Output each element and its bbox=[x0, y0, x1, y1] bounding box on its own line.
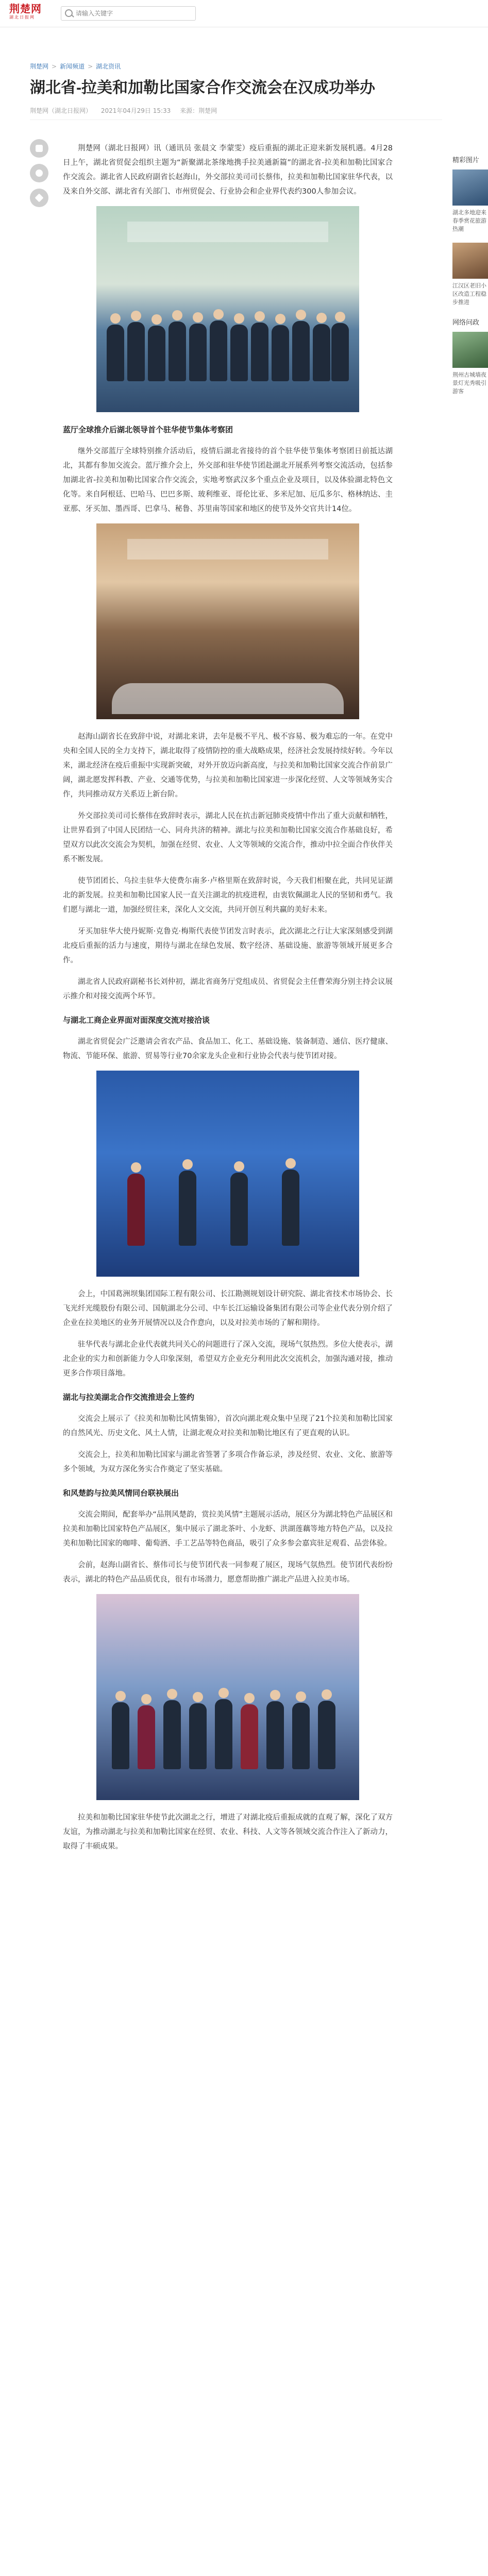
photo-person bbox=[292, 321, 310, 381]
photo-person bbox=[241, 1704, 258, 1769]
article-photo-group bbox=[96, 206, 359, 412]
photo-people bbox=[107, 1692, 349, 1769]
sidebar-title: 精彩图片 bbox=[452, 157, 480, 164]
breadcrumb-separator: > bbox=[88, 63, 93, 70]
breadcrumb-news[interactable]: 新闻频道 bbox=[60, 63, 85, 70]
sidebar-caption[interactable]: 江汉区老旧小区改造工程稳步推进 bbox=[452, 282, 486, 306]
paragraph: 拉美和加勒比国家驻华使节此次湖北之行，增进了对湖北疫后重振成就的直观了解，深化了双方友谊，为推动湖北与拉美和加勒比国家在经贸、农业、科技、人文等各领域交流合作注入了新动力，取得了丰硕成果。 bbox=[63, 1814, 393, 1851]
article-body bbox=[63, 141, 393, 1861]
photo-person bbox=[112, 1702, 129, 1769]
photo-person bbox=[215, 1699, 232, 1769]
photo-person bbox=[331, 323, 349, 381]
breadcrumb-separator: > bbox=[52, 63, 57, 70]
photo-banner bbox=[127, 539, 328, 560]
top-bar bbox=[0, 0, 488, 27]
paragraph: 湖北省人民政府副秘书长刘仲初，湖北省商务厅党组成员、省贸促会主任曹荣海分别主持会议展示推介和对接交流两个环节。 bbox=[63, 978, 393, 1001]
photo-person bbox=[189, 1703, 207, 1769]
sidebar-thumbnail[interactable] bbox=[452, 332, 488, 368]
article-photo-exhibition bbox=[96, 1594, 359, 1800]
paragraph: 交流会上，拉美和加勒比国家与湖北省签署了多项合作备忘录，涉及经贸、农业、文化、旅游等多个领域，为双方深化务实合作奠定了坚实基础。 bbox=[63, 1451, 393, 1473]
section-heading: 蓝厅全球推介后湖北领导首个驻华使节集体考察团 bbox=[63, 425, 233, 434]
photo-person bbox=[318, 1701, 335, 1769]
breadcrumb-hubei[interactable]: 湖北资讯 bbox=[96, 63, 121, 70]
paragraph: 赵海山副省长在致辞中说，对湖北来讲，去年是极不平凡、极不容易、极为难忘的一年。在党中央和全国人民的全力支持下，湖北取得了疫情防控的重大战略成果，经济社会发展持续好转。今年以来，湖北经济在疫后重振中实现新突破，对外开放迈向新高度，与拉美和加勒比国家交流合作前景广阔，湖北愿发挥科教、产业、交通等优势，与拉美和加勒比国家进一步深化经贸、人文等领域务实合作，共同推动双方关系迈上新台阶。 bbox=[63, 733, 393, 799]
page-content bbox=[30, 62, 442, 1851]
section-heading: 和风楚韵与拉美风情同台联袂展出 bbox=[63, 1488, 179, 1498]
photo-people bbox=[107, 304, 349, 381]
paragraph: 继外交部蓝厅全球特别推介活动后，疫情后湖北省接待的首个驻华使节集体考察团日前抵达湖北，其都有参加交流会。蓝厅推介会上，外交部和驻华使节团赴湖北开展系列考察交流活动，包括参加湖北省-拉美和加勒比国家合作交流会，实地考察武汉多个重点企业及项目，以及体验湖北特色文化等。来自阿根廷、巴哈马、巴巴多斯、玻利维亚、哥伦比亚、多米尼加、厄瓜多尔、格林纳达、圭亚那、牙买加、墨西哥、巴拿马、秘鲁、苏里南等国家和地区的使节及外交官共计14位。 bbox=[63, 447, 393, 513]
breadcrumb bbox=[30, 62, 442, 72]
paragraph: 使节团团长、乌拉圭驻华大使费尔南多·卢格里斯在致辞时说，今天我们相聚在此，共同见证湖北的新发展。拉美和加勒比国家人民一直关注湖北的抗疫进程，由衷钦佩湖北人民的坚韧和勇气。我们愿与湖北一道，加强经贸往来，深化人文交流，共同开创互利共赢的美好未来。 bbox=[63, 877, 393, 914]
photo-person bbox=[272, 325, 289, 381]
paragraph: 外交部拉美司司长蔡伟在致辞时表示，湖北人民在抗击新冠肺炎疫情中作出了重大贡献和牺牲，让世界看到了中国人民团结一心、同舟共济的精神。湖北与拉美和加勒比国家交流合作基础良好，希望双方以此次交流会为契机，加强在经贸、农业、人文等领域的交流合作，推动中拉全面合作伙伴关系不断发展。 bbox=[63, 812, 393, 863]
logo-text: 荆楚网 bbox=[9, 3, 42, 15]
paragraph: 湖北省贸促会广泛邀请会省农产品、食品加工、化工、基础设施、装备制造、通信、医疗健康、物流、节能环保、旅游、贸易等行业70余家龙头企业和行业协会代表与使节团对接。 bbox=[63, 1038, 393, 1060]
photo-table bbox=[112, 683, 344, 714]
breadcrumb-home[interactable]: 荆楚网 bbox=[30, 63, 49, 70]
sidebar-caption[interactable]: 荆州古城墙夜景灯光秀吸引游客 bbox=[452, 371, 486, 395]
photo-person bbox=[179, 1171, 196, 1246]
photo-banner bbox=[127, 222, 328, 242]
section-heading: 湖北与拉美湖北合作交流推进会上签约 bbox=[63, 1393, 195, 1402]
share-wechat-icon[interactable] bbox=[30, 164, 48, 182]
paragraph: 交流会上展示了《拉美和加勒比风情集锦》，首次向湖北观众集中呈现了21个拉美和加勒比国家的自然风光、历史文化、风土人情，让湖北观众对拉美和加勒比地区有了更直观的认识。 bbox=[63, 1415, 393, 1437]
paragraph: 牙买加驻华大使丹妮斯·克鲁克·梅斯代表使节团发言时表示，此次湖北之行让大家深刻感受到湖北疫后重振的活力与速度，期待与湖北在绿色发展、数字经济、基础设施、旅游等领域开展更多合作。 bbox=[63, 927, 393, 964]
photo-person bbox=[169, 321, 186, 381]
photo-person bbox=[266, 1701, 284, 1769]
article-source: 荆楚网（湖北日报网） bbox=[30, 107, 92, 114]
photo-person bbox=[138, 1705, 155, 1769]
sidebar-thumbnail[interactable] bbox=[452, 170, 488, 206]
photo-people bbox=[107, 1168, 349, 1246]
paragraph: 会上，中国葛洲坝集团国际工程有限公司、长江勘测规划设计研究院、湖北省技术市场协会、长飞光纤光缆股份有限公司、国航湖北分公司、中车长江运输设备集团有限公司等企业代表分别介绍了企业在拉美地区的业务开展情况以及合作意向，以及对拉美市场的了解和期待。 bbox=[63, 1290, 393, 1327]
article-date: 2021年04月29日 15:33 bbox=[100, 107, 171, 114]
photo-person bbox=[127, 322, 145, 381]
photo-person bbox=[189, 324, 207, 381]
article-photo-ambassadors bbox=[96, 1071, 359, 1277]
share-bar bbox=[30, 139, 51, 213]
sidebar-thumbnail[interactable] bbox=[452, 243, 488, 279]
logo-subtext: 湖北日报网 bbox=[9, 15, 35, 20]
article-origin: 来源：荆楚网 bbox=[180, 107, 217, 114]
photo-person bbox=[163, 1700, 181, 1769]
photo-person bbox=[127, 1174, 145, 1246]
photo-person bbox=[282, 1170, 299, 1246]
article-meta bbox=[30, 106, 442, 116]
photo-person bbox=[292, 1703, 310, 1769]
search-icon[interactable] bbox=[65, 9, 73, 17]
paragraph: 驻华代表与湖北企业代表就共同关心的问题进行了深入交流，现场气氛热烈。多位大使表示，湖北企业的实力和创新能力令人印象深刻，希望双方企业充分利用此次交流机会，加强沟通对接，推动更多合作项目落地。 bbox=[63, 1341, 393, 1378]
sidebar-section-title: 网络问政 bbox=[452, 319, 480, 327]
share-qzone-icon[interactable] bbox=[30, 189, 48, 207]
share-weibo-icon[interactable] bbox=[30, 139, 48, 158]
sidebar bbox=[452, 155, 488, 405]
sidebar-caption[interactable]: 湖北多地迎来春季赏花旅游热潮 bbox=[452, 209, 486, 232]
search-box[interactable] bbox=[61, 6, 196, 21]
paragraph: 荆楚网（湖北日报网）讯（通讯员 张晨文 李蒙雯）疫后重振的湖北正迎来新发展机遇。4月28日上午，湖北省贸促会组织主题为“新聚湖北茶缘地携手拉美通新篇”的湖北省-拉美和加勒比国家合作交流会。湖北省人民政府副省长赵海山，外交部拉美司司长蔡伟，拉美和加勒比国家驻华代表，以及来自外交部、湖北省有关部门、市州贸促会、行业协会和企业界代表约300人参加会议。 bbox=[63, 144, 393, 196]
page-title: 湖北省-拉美和加勒比国家合作交流会在汉成功举办 bbox=[30, 79, 375, 96]
site-logo[interactable] bbox=[9, 3, 45, 24]
search-input[interactable] bbox=[75, 8, 190, 19]
article-photo-meeting bbox=[96, 523, 359, 719]
photo-person bbox=[313, 324, 330, 381]
paragraph: 会前，赵海山副省长、蔡伟司长与使节团代表一同参观了展区，现场气氛热烈。使节团代表纷纷表示，湖北的特色产品品质优良，很有市场潜力，愿意帮助推广湖北产品进入拉美市场。 bbox=[63, 1561, 393, 1584]
photo-person bbox=[107, 325, 124, 381]
photo-person bbox=[148, 326, 165, 381]
paragraph: 交流会期间，配套举办“品荆风楚韵，赏拉美风情”主题展示活动，展区分为湖北特色产品展区和拉美和加勒比国家特色产品展区，集中展示了湖北茶叶、小龙虾、洪湖莲藕等地方特色产品，以及拉美和加勒比国家的咖啡、葡萄酒、手工艺品等特色商品，吸引了众多参会嘉宾驻足观看、品尝体验。 bbox=[63, 1511, 393, 1548]
section-heading: 与湖北工商企业界面对面深度交流对接洽谈 bbox=[63, 1015, 210, 1025]
photo-person bbox=[230, 1173, 248, 1246]
photo-person bbox=[251, 323, 268, 381]
photo-person bbox=[210, 320, 227, 381]
photo-person bbox=[230, 325, 248, 381]
